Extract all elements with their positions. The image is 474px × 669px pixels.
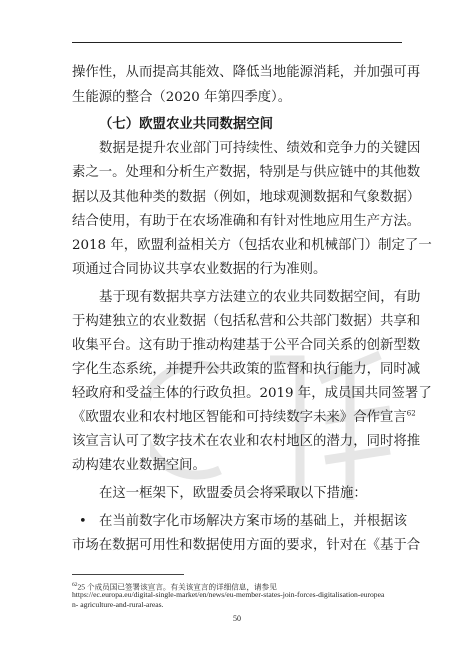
body-line: 于构建独立的农业数据（包括私营和公共部门数据）共享和: [72, 314, 421, 329]
body-line: 数据是提升农业部门可持续性、绩效和竞争力的关键因: [99, 141, 421, 156]
footnote-reference[interactable]: 62: [406, 409, 416, 418]
body-line: 结合使用，有助于在农场准确和有针对性地应用生产方法。: [72, 214, 421, 229]
body-line: 据以及其他种类的数据（例如，地球观测数据和气象数据）: [72, 190, 421, 205]
body-line: 轻政府和受益主体的行政负担。2019 年，成员国共同签署了: [72, 386, 432, 401]
footnote-rule: [72, 574, 184, 575]
footnote-text: 25 个成员国已签署该宣言。有关该宣言的详细信息，请参见: [77, 582, 277, 592]
body-line-with-footnote: [72, 409, 416, 427]
body-line: 动构建农业数据空间。: [72, 458, 206, 473]
body-line: 项通过合同协议共享农业数据的行为准则。: [72, 262, 327, 277]
page-number: 50: [233, 614, 241, 623]
body-line: 2018 年，欧盟利益相关方（包括农业和机械部门）制定了一: [72, 238, 432, 253]
footnote-marker: 62: [72, 582, 78, 588]
body-line-text: 《欧盟农业和农村地区智能和可持续数字未来》合作宣言: [72, 410, 407, 425]
body-line: 市场在数据可用性和数据使用方面的要求，针对在《基于合: [72, 538, 421, 553]
body-line: 在这一框架下，欧盟委员会将采取以下措施：: [99, 486, 367, 501]
section-heading: （七）欧盟农业共同数据空间: [99, 116, 274, 132]
bullet-line: 在当前数字化市场解决方案市场的基础上，并根据该: [99, 514, 407, 529]
body-line: 基于现有数据共享方法建立的农业共同数据空间，有助: [99, 290, 421, 305]
footnote-link-continued[interactable]: n- agriculture-and-rural-areas.: [72, 600, 164, 609]
bullet-icon: •: [79, 514, 87, 529]
header-rule: [72, 42, 402, 43]
body-line: 该宣言认可了数字技术在农业和农村地区的潜力，同时将推: [72, 434, 421, 449]
body-line: 操作性，从而提高其能效、降低当地能源消耗，并加强可再: [72, 65, 421, 80]
body-line: 生能源的整合（2020 年第四季度）。: [72, 90, 292, 105]
footnote-link[interactable]: https://ec.europa.eu/digital-single-market/en/news/eu-member-states-join-forces-digitalisation-europea: [72, 590, 385, 599]
body-line: 素之一。处理和分析生产数据，特别是与供应链中的其他数: [72, 165, 421, 180]
body-line: 收集平台。这有助于推动构建基于公平合同关系的创新型数: [72, 338, 421, 353]
body-line: 字化生态系统，并提升公共政策的监督和执行能力，同时减: [72, 362, 421, 377]
